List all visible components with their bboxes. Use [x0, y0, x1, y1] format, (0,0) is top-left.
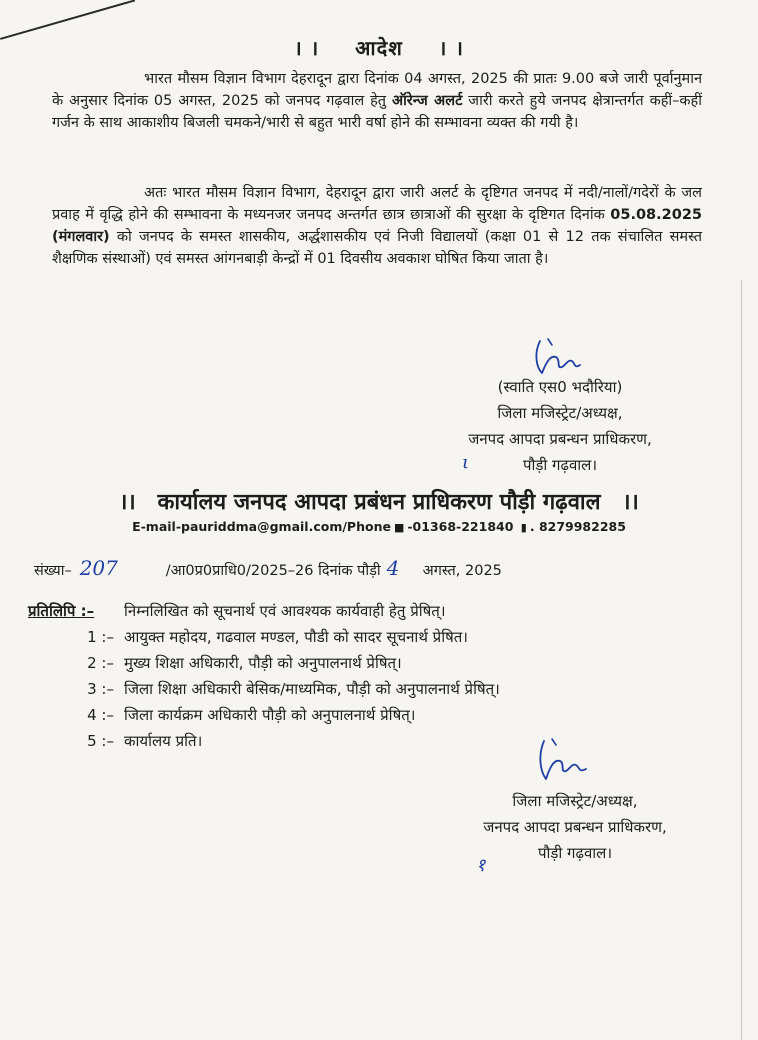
paragraph1-suffix: जारी करते हुये जनपद क्षेत्रान्तर्गत कहीं–कहीं गर्जन के साथ आकाशीय बिजली चमकने/भारी से बहुत भारी वर्षा होने की सम्भावना व्यक्त की गयी है। [52, 93, 703, 131]
list-item-text: कार्यालय प्रति। [124, 732, 203, 750]
orange-alert-text: ऑरेन्ज अलर्ट [391, 93, 463, 109]
list-item [28, 650, 708, 676]
signature-2-scrawl [534, 735, 594, 789]
list-item [28, 676, 708, 702]
list-item-number: 1 :– [87, 628, 114, 646]
paragraph2-suffix: को जनपद के समस्त शासकीय, अर्द्धशासकीय एवं निजी विद्यालयों (कक्षा 01 से 12 तक संचालित समस्त शैक्षणिक संस्थाओं) एवं समस्त आंगनबाड़ी केन्द्रों में 01 दिवसीय अवकाश घोषित किया जाता है। [52, 229, 702, 267]
signatory-designation: जिला मजिस्ट्रेट/अध्यक्ष, [497, 404, 623, 422]
contact-line [0, 519, 758, 534]
office-heading [0, 486, 758, 516]
list-item-text: जिला कार्यक्रम अधिकारी पौड़ी को अनुपालनार्थ प्रेषित्। [124, 706, 416, 724]
copy-to-intro: निम्नलिखित को सूचनार्थ एवं आवश्यक कार्यवाही हेतु प्रेषित्। [124, 602, 446, 620]
reference-code: /आ0प्र0प्राधि0/2025–26 दिनांक पौड़ी [165, 563, 381, 579]
reference-label: संख्या– [34, 563, 72, 579]
heading-bars-right: ।। [622, 490, 639, 515]
copy-to-list [28, 598, 708, 754]
list-item-text: आयुक्त महोदय, गढवाल मण्डल, पौडी को सादर सूचनार्थ प्रेषित। [124, 628, 468, 646]
page-fold-line [741, 280, 742, 1040]
mobile-number: . 8279982285 [529, 519, 626, 534]
list-item [28, 624, 708, 650]
order-paragraph-1 [52, 68, 702, 134]
signatory-authority: जनपद आपदा प्रबन्धन प्राधिकरण, [483, 818, 667, 836]
reference-month-year: अगस्त, 2025 [422, 563, 502, 579]
copy-to-heading: प्रतिलिपि :– [28, 602, 95, 620]
reference-number: 207 [79, 556, 118, 580]
list-item [28, 728, 708, 754]
signatory-authority: जनपद आपदा प्रबन्धन प्राधिकरण, [468, 430, 652, 448]
list-item-number: 3 :– [87, 680, 114, 698]
signatory-2-block [425, 788, 725, 866]
title-text: आदेश [355, 36, 403, 60]
pen-mark-2: १ [476, 855, 486, 876]
list-item-number: 2 :– [87, 654, 114, 672]
paragraph1-prefix: भारत मौसम विज्ञान विभाग देहरादून द्वारा दिनांक 04 अगस्त, 2025 की प्रातः 9.00 बजे जारी पूर्वानुमान के अनुसार दिनांक 05 अगस्त, 2025 को जनपद गढ़वाल हेतु [52, 71, 702, 109]
copy-to-heading-row [28, 598, 708, 624]
order-paragraph-2 [52, 182, 702, 270]
order-title [0, 34, 758, 61]
reference-day: 4 [386, 556, 400, 580]
signatory-name: (स्वाति एस0 भदौरिया) [497, 378, 623, 396]
title-bars-left: । । [294, 36, 320, 60]
reference-line [34, 556, 502, 580]
list-item-text: मुख्य शिक्षा अधिकारी, पौड़ी को अनुपालनार्थ प्रेषित्। [124, 654, 402, 672]
list-item-number: 4 :– [87, 706, 114, 724]
signatory-place: पौड़ी गढ़वाल। [522, 456, 598, 474]
holiday-date: 05.08.2025 (मंगलवार) [52, 207, 702, 245]
email-text: E-mail-pauriddma@gmail.com/Phone [132, 519, 391, 534]
office-name: कार्यालय जनपद आपदा प्रबंधन प्राधिकरण पौड़ी गढ़वाल [157, 490, 601, 515]
pen-mark-1: ι [462, 452, 470, 473]
paragraph2-prefix: अतः भारत मौसम विज्ञान विभाग, देहरादून द्वारा जारी अलर्ट के दृष्टिगत जनपद में नदी/नालों/गदेरों के जल प्रवाह में वृद्धि होने की सम्भावना के मध्यनजर जनपद अन्तर्गत छात्र छात्राओं की सुरक्षा के दृष्टिगत दिनांक [52, 185, 702, 223]
signatory-designation: जिला मजिस्ट्रेट/अध्यक्ष, [512, 792, 638, 810]
phone-icon: ■ [393, 521, 405, 534]
mobile-phone-icon: ▮ [520, 521, 527, 534]
signatory-place: पौड़ी गढ़वाल। [537, 844, 613, 862]
landline-number: -01368-221840 [407, 519, 514, 534]
list-item-text: जिला शिक्षा अधिकारी बेसिक/माध्यमिक, पौड़ी को अनुपालनार्थ प्रेषित्। [124, 680, 500, 698]
list-item [28, 702, 708, 728]
heading-bars-left: ।। [119, 490, 136, 515]
title-bars-right: । । [438, 36, 464, 60]
list-item-number: 5 :– [87, 732, 114, 750]
